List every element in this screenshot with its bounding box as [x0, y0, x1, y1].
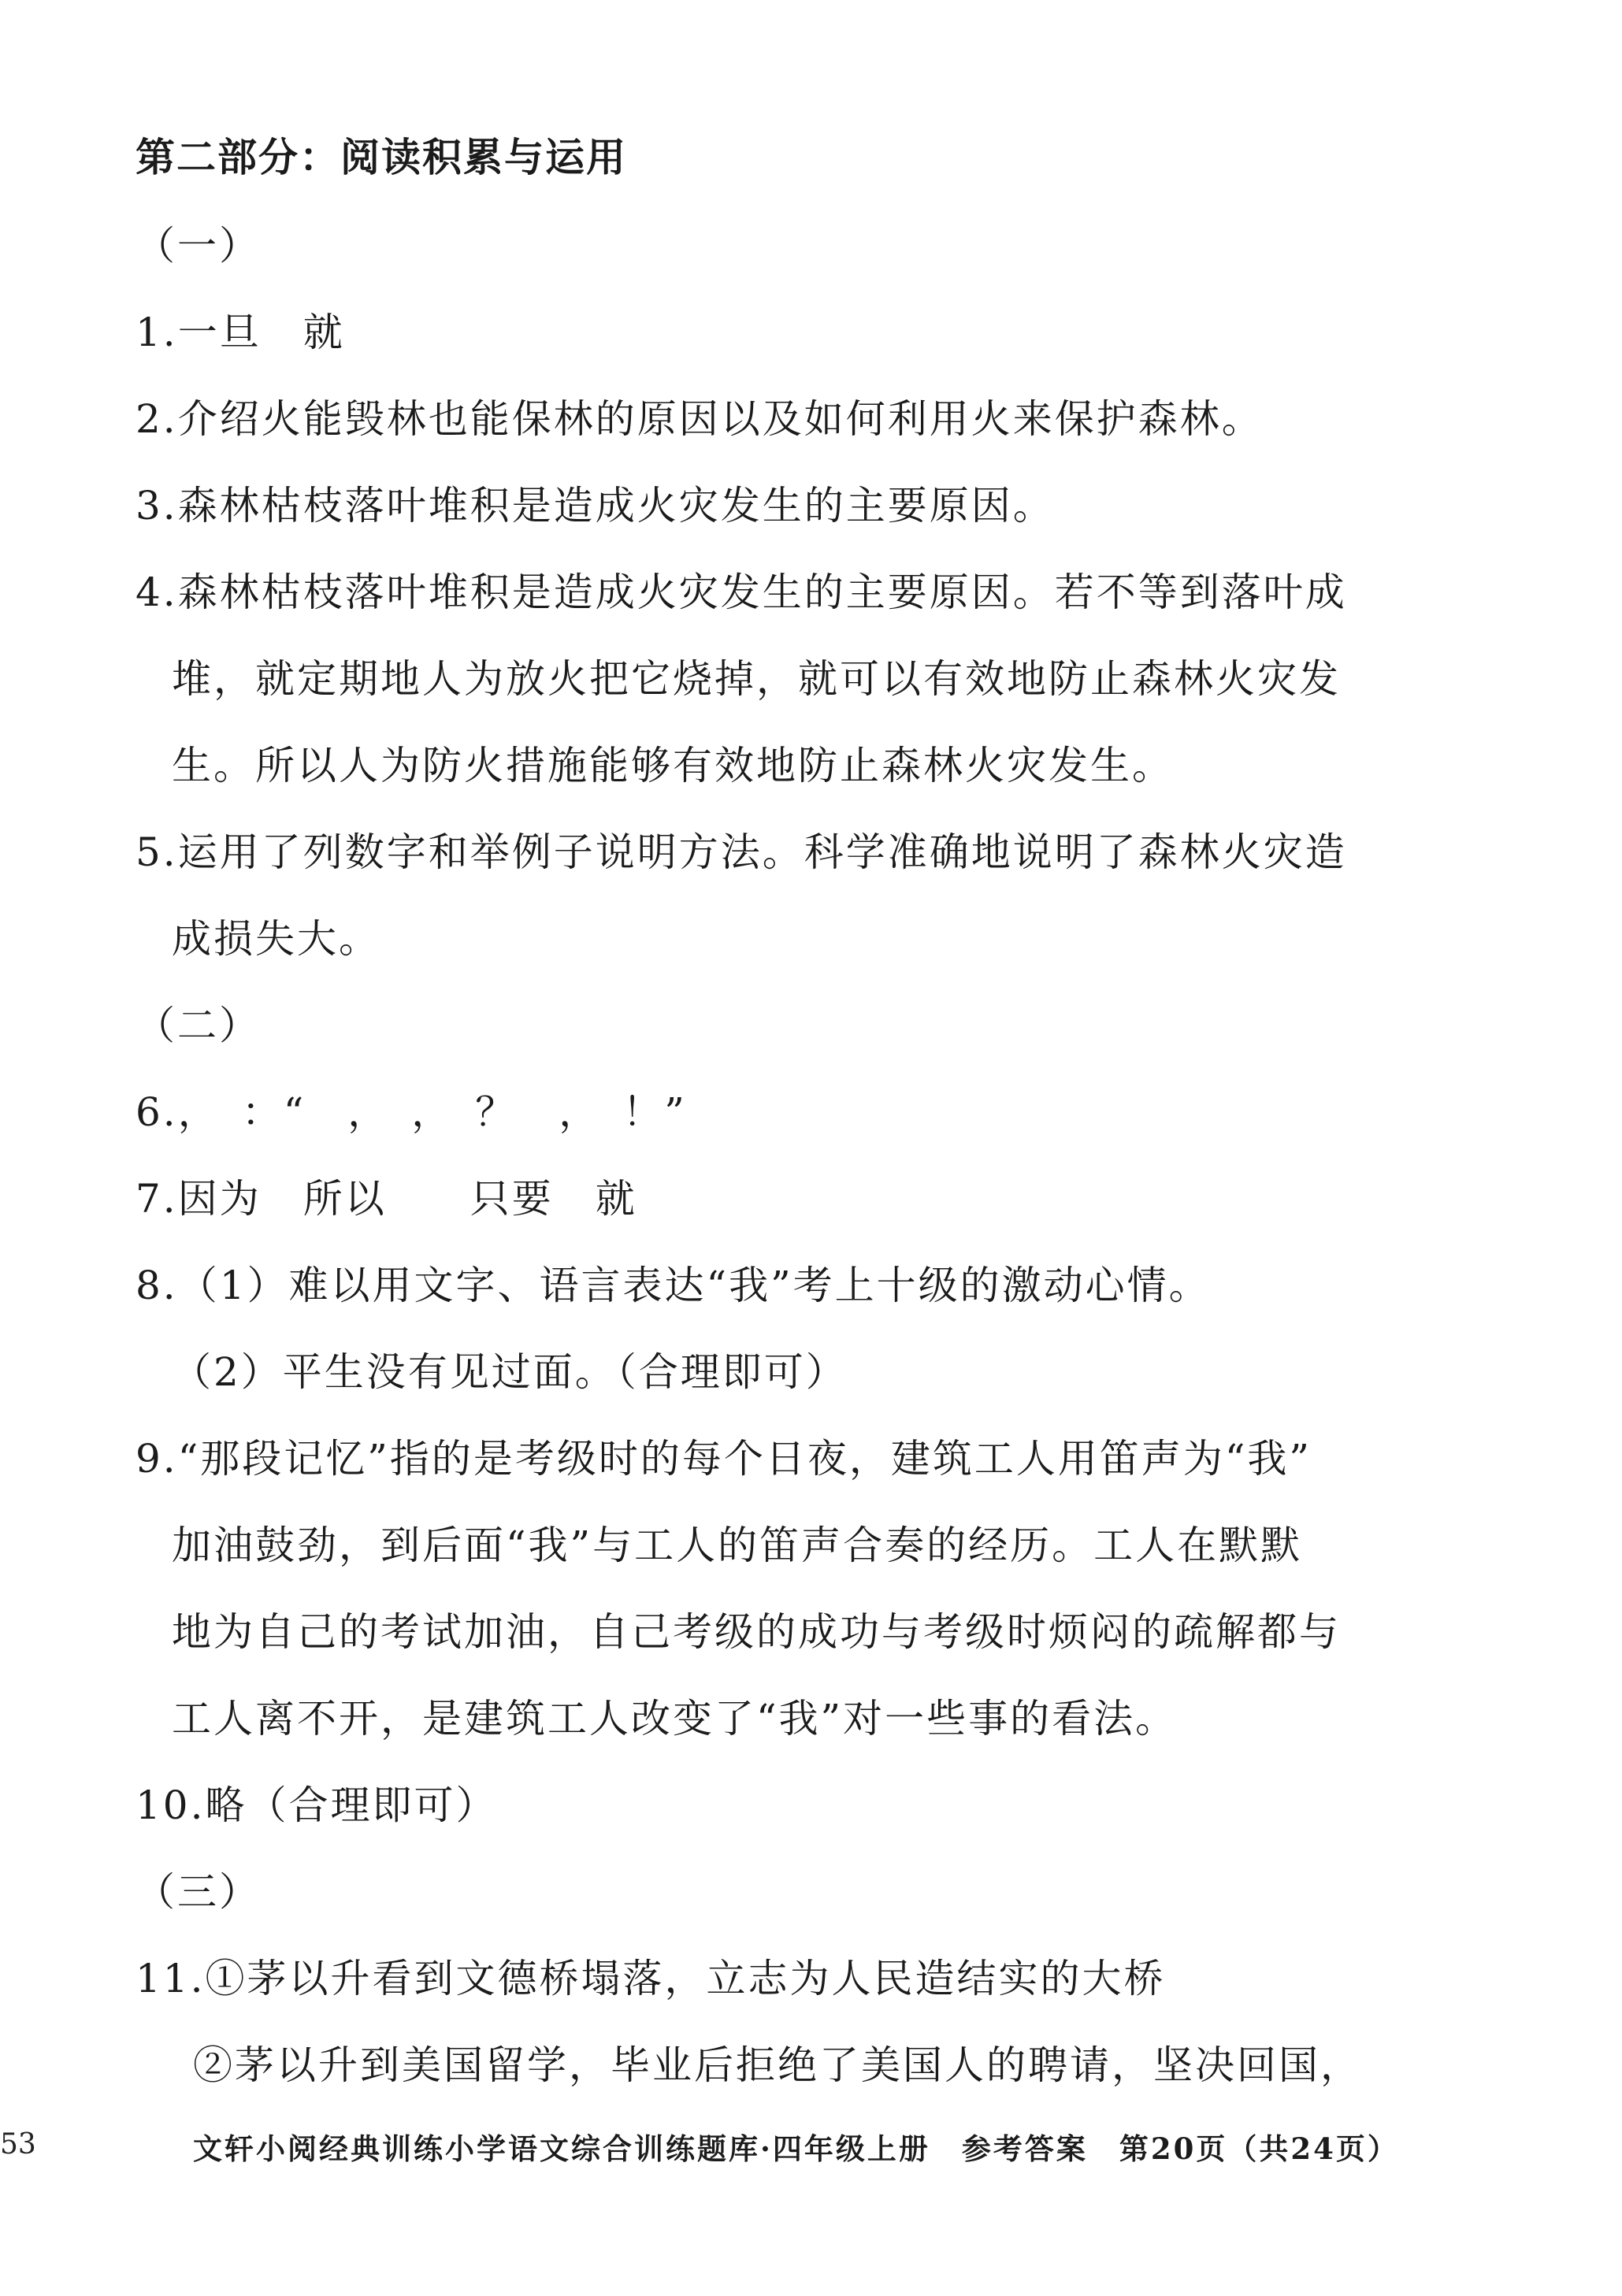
answer-4-line-1: 4.森林枯枝落叶堆积是造成火灾发生的主要原因。若不等到落叶成 — [135, 569, 1347, 615]
answer-2: 2.介绍火能毁林也能保林的原因以及如何利用火来保护森林。 — [135, 396, 1264, 442]
edge-page-number: 53 — [0, 2128, 36, 2161]
answer-1: 1.一旦 就 — [135, 310, 345, 355]
answer-7: 7.因为 所以 只要 就 — [135, 1176, 637, 1222]
answer-8-part-2: （2）平生没有见过面。（合理即可） — [172, 1349, 848, 1395]
subsection-marker-2: （二） — [135, 1003, 261, 1048]
answer-9-line-3: 地为自己的考试加油，自己考级的成功与考级时烦闷的疏解都与 — [172, 1609, 1341, 1655]
section-heading: 第二部分：阅读积累与运用 — [135, 135, 627, 180]
answer-3: 3.森林枯枝落叶堆积是造成火灾发生的主要原因。 — [135, 483, 1055, 529]
answer-10: 10.略（合理即可） — [135, 1782, 498, 1828]
answer-8-part-1: 8.（1）难以用文字、语言表达“我”考上十级的激动心情。 — [135, 1263, 1211, 1308]
answer-5-line-2: 成损失大。 — [172, 916, 380, 962]
subsection-marker-1: （一） — [135, 223, 261, 269]
answer-5-line-1: 5.运用了列数字和举例子说明方法。科学准确地说明了森林火灾造 — [135, 829, 1347, 875]
page-footer: 文轩小阅经典训练小学语文综合训练题库·四年级上册 参考答案 第20页（共24页） — [193, 2131, 1399, 2166]
answer-11-line-1: 11.①茅以升看到文德桥塌落，立志为人民造结实的大桥 — [135, 1956, 1166, 2001]
answer-9-line-4: 工人离不开，是建筑工人改变了“我”对一些事的看法。 — [172, 1696, 1178, 1741]
answer-4-line-2: 堆，就定期地人为放火把它烧掉，就可以有效地防止森林火灾发 — [172, 656, 1341, 702]
subsection-marker-3: （三） — [135, 1869, 261, 1915]
answer-11-line-2: ②茅以升到美国留学，毕业后拒绝了美国人的聘请，坚决回国， — [193, 2042, 1362, 2088]
answer-9-line-1: 9.“那段记忆”指的是考级时的每个日夜，建筑工人用笛声为“我” — [135, 1436, 1312, 1482]
answer-6: 6.， ：“ ， ， ？ ， ！” — [135, 1089, 687, 1135]
answer-4-line-3: 生。所以人为防火措施能够有效地防止森林火灾发生。 — [172, 743, 1174, 788]
answer-9-line-2: 加油鼓劲，到后面“我”与工人的笛声合奏的经历。工人在默默 — [172, 1523, 1303, 1568]
